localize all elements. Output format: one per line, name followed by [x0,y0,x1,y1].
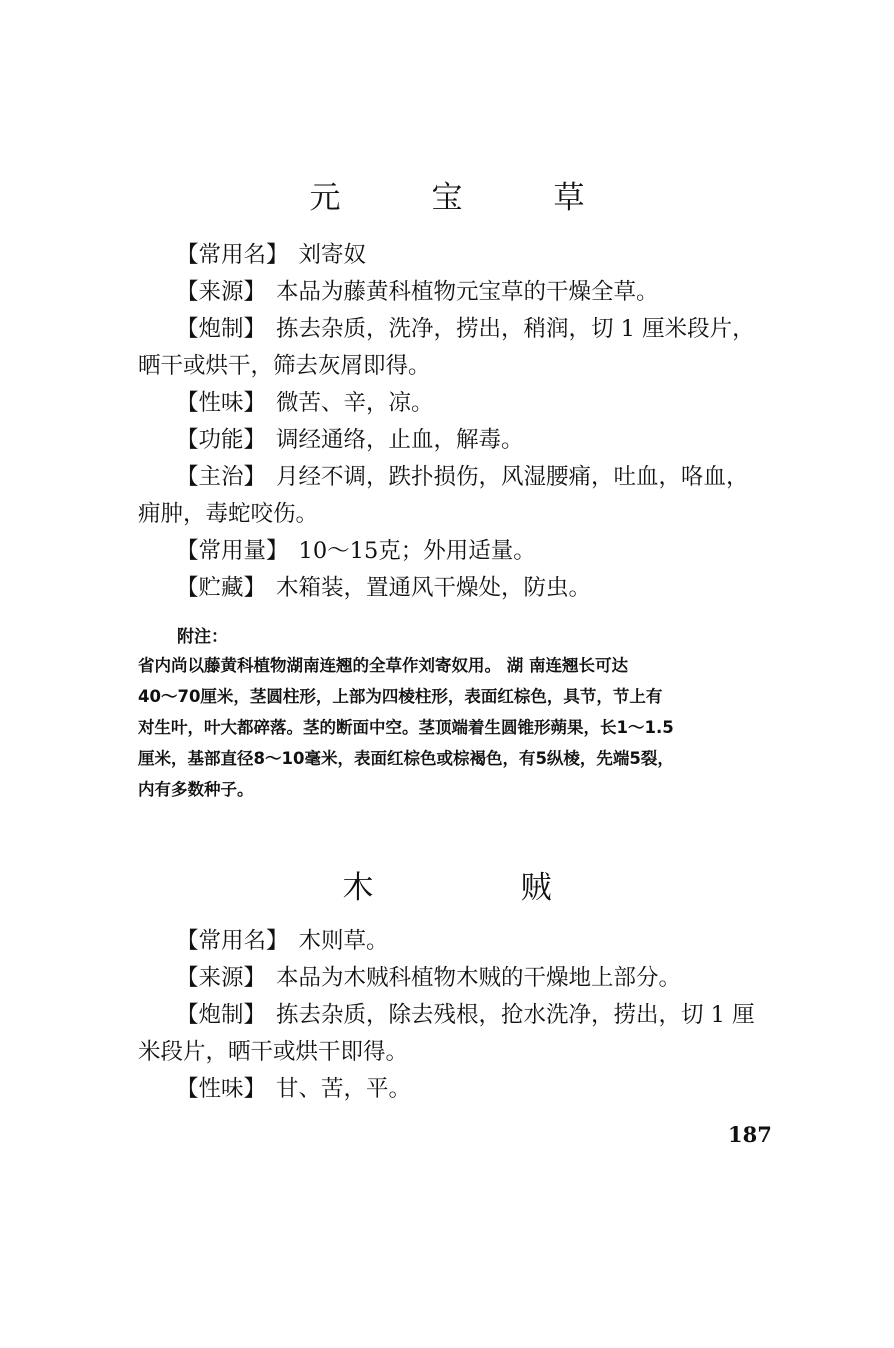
entry-processing: 【炮制】 拣去杂质，除去残根，抢水洗净，捞出，切 1 厘 [176,1002,755,1028]
page-number: 187 [728,1122,772,1147]
note-line: 省内尚以藤黄科植物湖南连翘的全草作刘寄奴用。 湖 南连翘长可达 [138,656,628,675]
note-line: 对生叶，叶大都碎落。茎的断面中空。茎顶端着生圆锥形蒴果，长1～1.5 [138,718,674,737]
entry-indication: 【主治】 月经不调，跌扑损伤，风湿腰痛，吐血，咯血， [176,464,749,490]
note-body [138,650,824,805]
note-line: 厘米，基部直径8～10毫米，表面红棕色或棕褐色，有5纵棱，先端5裂， [138,749,674,768]
section2-body [138,923,822,1108]
entry-common-name: 【常用名】 刘寄奴 [176,242,367,268]
entry-source: 【来源】 本品为藤黄科植物元宝草的干燥全草。 [176,279,659,305]
section-title-muzei: 木 贼 [342,870,610,906]
section1-body [138,237,822,607]
entry-processing-cont: 晒干或烘干，筛去灰屑即得。 [138,353,431,379]
entry-common-name: 【常用名】 木则草。 [176,928,389,954]
section-title-yuanbaocao: 元 宝 草 [309,180,615,216]
entry-dosage: 【常用量】 10～15克；外用适量。 [176,538,536,564]
entry-processing: 【炮制】 拣去杂质，洗净，捞出，稍润，切 1 厘米段片， [176,316,755,342]
entry-indication-cont: 痈肿，毒蛇咬伤。 [138,501,319,527]
entry-source: 【来源】 本品为木贼科植物木贼的干燥地上部分。 [176,965,682,991]
entry-taste: 【性味】 甘、苦，平。 [176,1076,412,1102]
entry-storage: 【贮藏】 木箱装，置通风干燥处，防虫。 [176,575,592,601]
note-line: 40～70厘米，茎圆柱形，上部为四棱柱形，表面红棕色，具节，节上有 [138,687,663,706]
entry-function: 【功能】 调经通络，止血，解毒。 [176,427,524,453]
entry-taste: 【性味】 微苦、辛，凉。 [176,390,434,416]
entry-processing-cont: 米段片，晒干或烘干即得。 [138,1039,409,1065]
note-heading: 附注： [177,627,228,647]
note-line: 内有多数种子。 [138,780,254,799]
